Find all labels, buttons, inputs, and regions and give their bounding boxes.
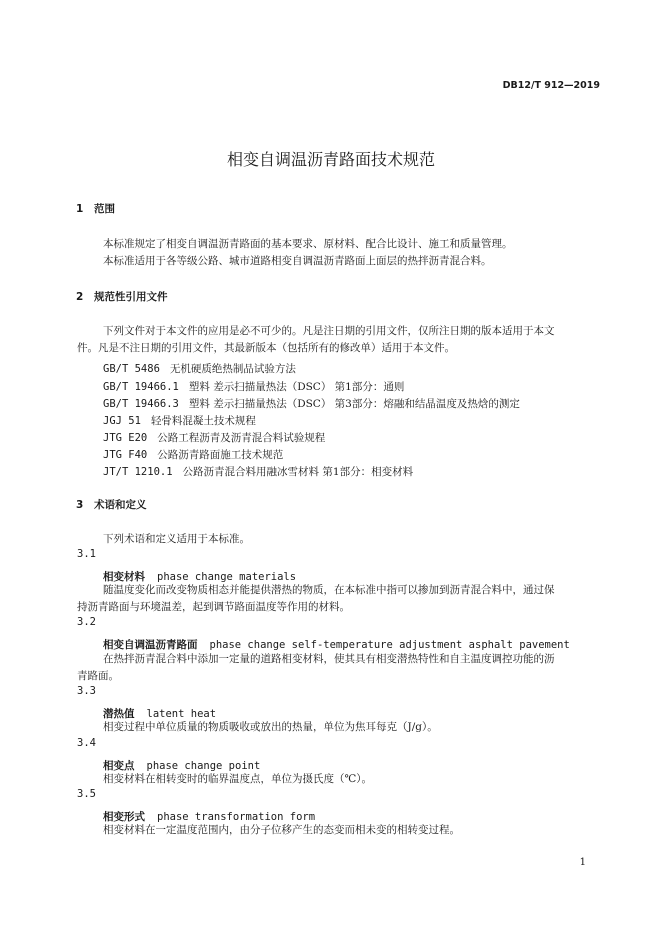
term-number: 3.2 xyxy=(77,616,96,628)
document-number: DB12/T 912—2019 xyxy=(502,80,600,91)
reference-code: GB/T 19466.1 xyxy=(103,381,179,393)
reference-title: 塑料 差示扫描量热法（DSC） 第1部分：通则 xyxy=(188,381,405,393)
definition-line: 青路面。 xyxy=(77,670,119,682)
definition-line: 随温度变化而改变物质相态并能提供潜热的物质，在本标准中指可以掺加到沥青混合料中，通过保 xyxy=(103,584,555,596)
term-english: phase change point xyxy=(146,760,261,772)
reference-title: 塑料 差示扫描量热法（DSC） 第3部分：熔融和结晶温度及热焓的测定 xyxy=(188,398,520,410)
section-number: 1 xyxy=(76,203,84,215)
reference-title: 公路沥青路面施工技术规范 xyxy=(157,449,284,461)
definition-line: 在热拌沥青混合料中添加一定量的道路相变材料，使其具有相变潜热特性和自主温度调控功能的沥 xyxy=(103,653,555,665)
term-chinese: 潜热值 xyxy=(103,708,135,720)
reference-code: JTG E20 xyxy=(103,432,148,444)
reference-code: JGJ 51 xyxy=(103,415,141,427)
section-heading-normative-references xyxy=(76,289,168,304)
term-number: 3.1 xyxy=(77,548,96,560)
paragraph: 本标准适用于各等级公路、城市道路相变自调温沥青路面上面层的热拌沥青混合料。 xyxy=(103,255,492,267)
term-english: latent heat xyxy=(146,708,217,720)
term-chinese: 相变形式 xyxy=(103,811,145,823)
term-english: phase change materials xyxy=(157,571,297,583)
page-number: 1 xyxy=(579,857,586,868)
reference-code: JTG F40 xyxy=(103,449,148,461)
definition-line: 相变材料在相转变时的临界温度点，单位为摄氏度（℃）。 xyxy=(103,773,372,785)
term-chinese: 相变点 xyxy=(103,760,135,772)
term-number: 3.4 xyxy=(77,737,96,749)
section-title: 术语和定义 xyxy=(94,499,147,511)
paragraph-line: 件。凡是不注日期的引用文件，其最新版本（包括所有的修改单）适用于本文件。 xyxy=(77,342,455,354)
definition-line: 持沥青路面与环境温差，起到调节路面温度等作用的材料。 xyxy=(77,601,350,613)
section-number: 2 xyxy=(76,291,84,303)
term-chinese: 相变自调温沥青路面 xyxy=(103,639,198,651)
reference-code: JT/T 1210.1 xyxy=(103,466,173,478)
term-number: 3.5 xyxy=(77,788,96,800)
reference-title: 公路沥青混合料用融冰雪材料 第1部分：相变材料 xyxy=(182,466,414,478)
definition-line: 相变过程中单位质量的物质吸收或放出的热量，单位为焦耳每克（J/g）。 xyxy=(103,721,438,733)
reference-title: 无机硬质绝热制品试验方法 xyxy=(169,363,296,375)
term-chinese: 相变材料 xyxy=(103,571,145,583)
reference-title: 公路工程沥青及沥青混合料试验规程 xyxy=(157,432,326,444)
section-heading-scope xyxy=(76,201,115,216)
term-number: 3.3 xyxy=(77,685,96,697)
term-heading xyxy=(103,633,570,652)
term-english: phase change self-temperature adjustment asphalt pavement xyxy=(209,639,570,651)
definition-line: 相变材料在一定温度范围内，由分子位移产生的态变而相未变的相转变过程。 xyxy=(103,824,460,836)
term-english: phase transformation form xyxy=(157,811,316,823)
paragraph-line: 下列文件对于本文件的应用是必不可少的。凡是注日期的引用文件，仅所注日期的版本适用于本文 xyxy=(103,325,555,337)
section-heading-terms xyxy=(76,497,147,512)
reference-code: GB/T 19466.3 xyxy=(103,398,179,410)
paragraph: 本标准规定了相变自调温沥青路面的基本要求、原材料、配合比设计、施工和质量管理。 xyxy=(103,238,513,250)
reference-item xyxy=(103,357,296,376)
reference-title: 轻骨料混凝土技术规程 xyxy=(150,415,256,427)
reference-code: GB/T 5486 xyxy=(103,363,160,375)
reference-item xyxy=(103,460,413,479)
section-title: 规范性引用文件 xyxy=(94,291,168,303)
page-title: 相变自调温沥青路面技术规范 xyxy=(226,150,435,169)
paragraph: 下列术语和定义适用于本标准。 xyxy=(103,533,250,545)
section-number: 3 xyxy=(76,499,84,511)
section-title: 范围 xyxy=(94,203,115,215)
